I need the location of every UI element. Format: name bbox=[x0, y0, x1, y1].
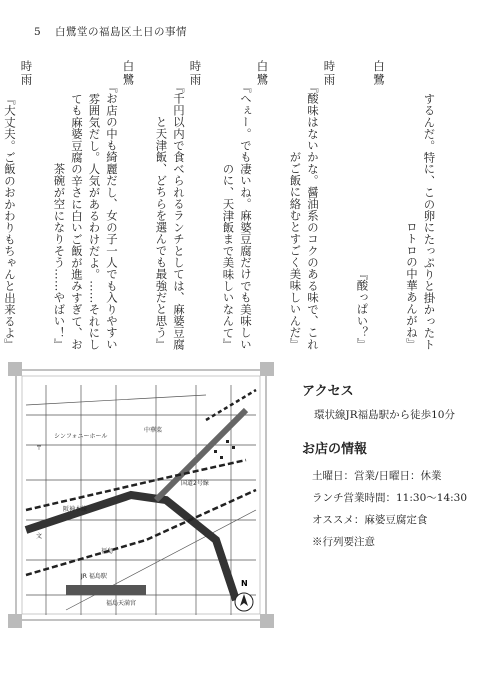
map-label-shrine: 〒 bbox=[36, 445, 43, 452]
dialogue-line: のに、天津飯まで美味しいなんて』 bbox=[221, 162, 236, 350]
dialogue-line: 『へぇー。でも凄いね。麻婆豆腐だけでも美味しい bbox=[239, 80, 253, 350]
map-label-bunkyo: 文 bbox=[36, 533, 43, 540]
access-title: アクセス bbox=[302, 384, 354, 399]
dialogue-line: 『酸っぱい？』 bbox=[355, 268, 370, 350]
dialogue-line: がご飯に絡むとすごく美味しいんだ』 bbox=[288, 151, 303, 350]
dialogue-line: 『千円以内で食べられるランチとしては、麻婆豆腐 bbox=[172, 80, 186, 350]
dialogue-line: 『お店の中も綺麗だし、女の子一人でも入りやすい bbox=[105, 80, 119, 350]
speaker-label: 時雨 bbox=[188, 60, 203, 87]
speaker-label: 白鷺 bbox=[372, 60, 386, 87]
dialogue-line: ロトロの中華あんがね』 bbox=[405, 221, 419, 350]
speaker-label: 白鷺 bbox=[255, 60, 270, 87]
shop-info bbox=[302, 380, 482, 553]
chapter-title: 白鷺堂の福島区土日の事情 bbox=[55, 26, 188, 38]
map-label-jr-fukushima: JR 福島駅 bbox=[81, 573, 107, 580]
info-hours: 土曜日：営業/日曜日：休業 bbox=[312, 470, 442, 482]
page-header bbox=[34, 24, 187, 39]
map-label-hanshin: 阪神本線 bbox=[63, 506, 88, 513]
info-recommend: オススメ：麻婆豆腐定食 bbox=[312, 514, 428, 526]
speaker-label: 白鷺 bbox=[121, 60, 136, 87]
map-label-symphony: シンフォニーホール bbox=[54, 433, 108, 440]
north-label: N bbox=[241, 579, 248, 588]
dialogue-line: ても麻婆豆腐の辛さに白いご飯が進みすぎて、お bbox=[70, 92, 84, 350]
info-note: ※行列要注意 bbox=[312, 536, 375, 548]
access-text: 環状線JR福島駅から徒歩10分 bbox=[314, 409, 455, 421]
dialogue-line: 雰囲気だし。人気があるわけだよ。……それにし bbox=[87, 92, 102, 350]
access-map bbox=[6, 360, 276, 630]
dialogue-line: 茶碗が空になりそう……やばい！』 bbox=[52, 162, 67, 350]
dialogue-line: 『大丈夫。ご飯のおかわりもちゃんと出来るよ』 bbox=[3, 92, 17, 350]
info-lunch-hours: ランチ営業時間：11:30～14:30 bbox=[312, 492, 468, 504]
page-number: 5 bbox=[34, 26, 42, 38]
map-label-tenmangu: 福島天満宮 bbox=[106, 600, 137, 607]
speaker-label: 時雨 bbox=[19, 60, 34, 87]
shop-info-title: お店の情報 bbox=[302, 442, 368, 457]
dialogue-line: 『酸味はないかな。醤油系のコクのある味で、これ bbox=[306, 80, 320, 350]
map-label-fukushima: 福島 bbox=[101, 548, 114, 555]
speaker-label: 時雨 bbox=[322, 60, 337, 87]
dialogue-line: するんだ。特に、この卵にたっぷりと掛かったト bbox=[422, 92, 437, 350]
map-label-chuka: 中華菜 bbox=[144, 427, 163, 434]
dialogue-line: と天津飯、どちらを選んでも最強だと思う』 bbox=[154, 116, 169, 350]
map-label-route2: 国道2号線 bbox=[181, 480, 209, 487]
